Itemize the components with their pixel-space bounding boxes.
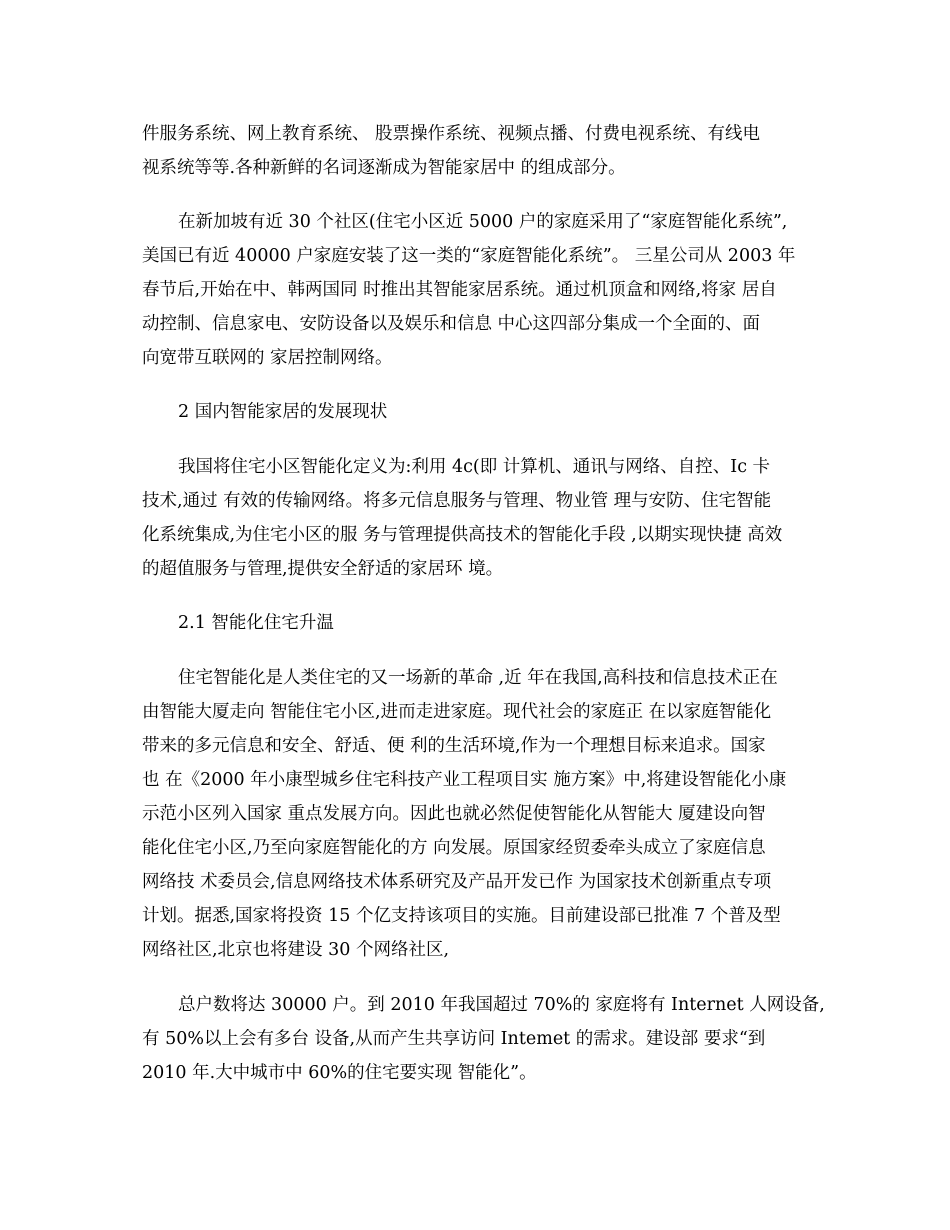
text-line: 件服务系统、网上教育系统、 股票操作系统、视频点播、付费电视系统、有线电 xyxy=(142,124,761,144)
text-line: 视系统等等.各种新鲜的名词逐渐成为智能家居中 的组成部分。 xyxy=(142,158,626,178)
text-line: 计划。据悉,国家将投资 15 个亿支持该项目的实施。目前建设部已批准 7 个普及型 xyxy=(142,906,781,926)
heading-text: 2 国内智能家居的发展现状 xyxy=(178,402,388,422)
text-line: 也 在《2000 年小康型城乡住宅科技产业工程项目实 施方案》中,将建设智能化小康 xyxy=(142,770,787,790)
text-line: 春节后,开始在中、韩两国同 时推出其智能家居系统。通过机顶盒和网络,将家 居自 xyxy=(142,280,777,300)
text-line: 化系统集成,为住宅小区的服 务与管理提供高技术的智能化手段 ,以期实现快捷 高效 xyxy=(142,525,783,545)
text-line: 有 50%以上会有多台 设备,从而产生共享访问 Intemet 的需求。建设部 要求“到 xyxy=(142,1029,766,1049)
text-line: 能化住宅小区,乃至向家庭智能化的方 向发展。原国家经贸委牵头成立了家庭信息 xyxy=(142,838,766,858)
text-line: 示范小区列入国家 重点发展方向。因此也就必然促使智能化从智能大 厦建设向智 xyxy=(142,804,766,824)
text-line: 动控制、信息家电、安防设备以及娱乐和信息 中心这四部分集成一个全面的、面 xyxy=(142,314,761,334)
text-line: 住宅智能化是人类住宅的又一场新的革命 ,近 年在我国,高科技和信息技术正在 xyxy=(178,668,778,688)
text-line: 网络社区,北京也将建设 30 个网络社区, xyxy=(142,940,450,960)
text-line: 美国已有近 40000 户家庭安装了这一类的“家庭智能化系统”。 三星公司从 2003 年 xyxy=(142,246,796,266)
text-line: 向宽带互联网的 家居控制网络。 xyxy=(142,348,393,368)
text-line: 总户数将达 30000 户。到 2010 年我国超过 70%的 家庭将有 Internet 人网设备, xyxy=(178,995,825,1015)
text-line: 带来的多元信息和安全、舒适、便 利的生活环境,作为一个理想目标来追求。国家 xyxy=(142,736,766,756)
text-line: 由智能大厦走向 智能住宅小区,进而走进家庭。现代社会的家庭正 在以家庭智能化 xyxy=(142,702,772,722)
text-line: 的超值服务与管理,提供安全舒适的家居环 境。 xyxy=(142,559,504,579)
text-line: 网络技 术委员会,信息网络技术体系研究及产品开发已作 为国家技术创新重点专项 xyxy=(142,872,772,892)
text-line: 技术,通过 有效的传输网络。将多元信息服务与管理、物业管 理与安防、住宅智能 xyxy=(142,491,772,511)
text-line: 2010 年.大中城市中 60%的住宅要实现 智能化”。 xyxy=(142,1063,537,1083)
heading-text: 2.1 智能化住宅升温 xyxy=(178,613,334,633)
text-line: 在新加坡有近 30 个社区(住宅小区近 5000 户的家庭采用了“家庭智能化系统”, xyxy=(178,212,788,232)
text-line: 我国将住宅小区智能化定义为:利用 4c(即 计算机、通讯与网络、自控、Ic 卡 xyxy=(178,457,771,477)
